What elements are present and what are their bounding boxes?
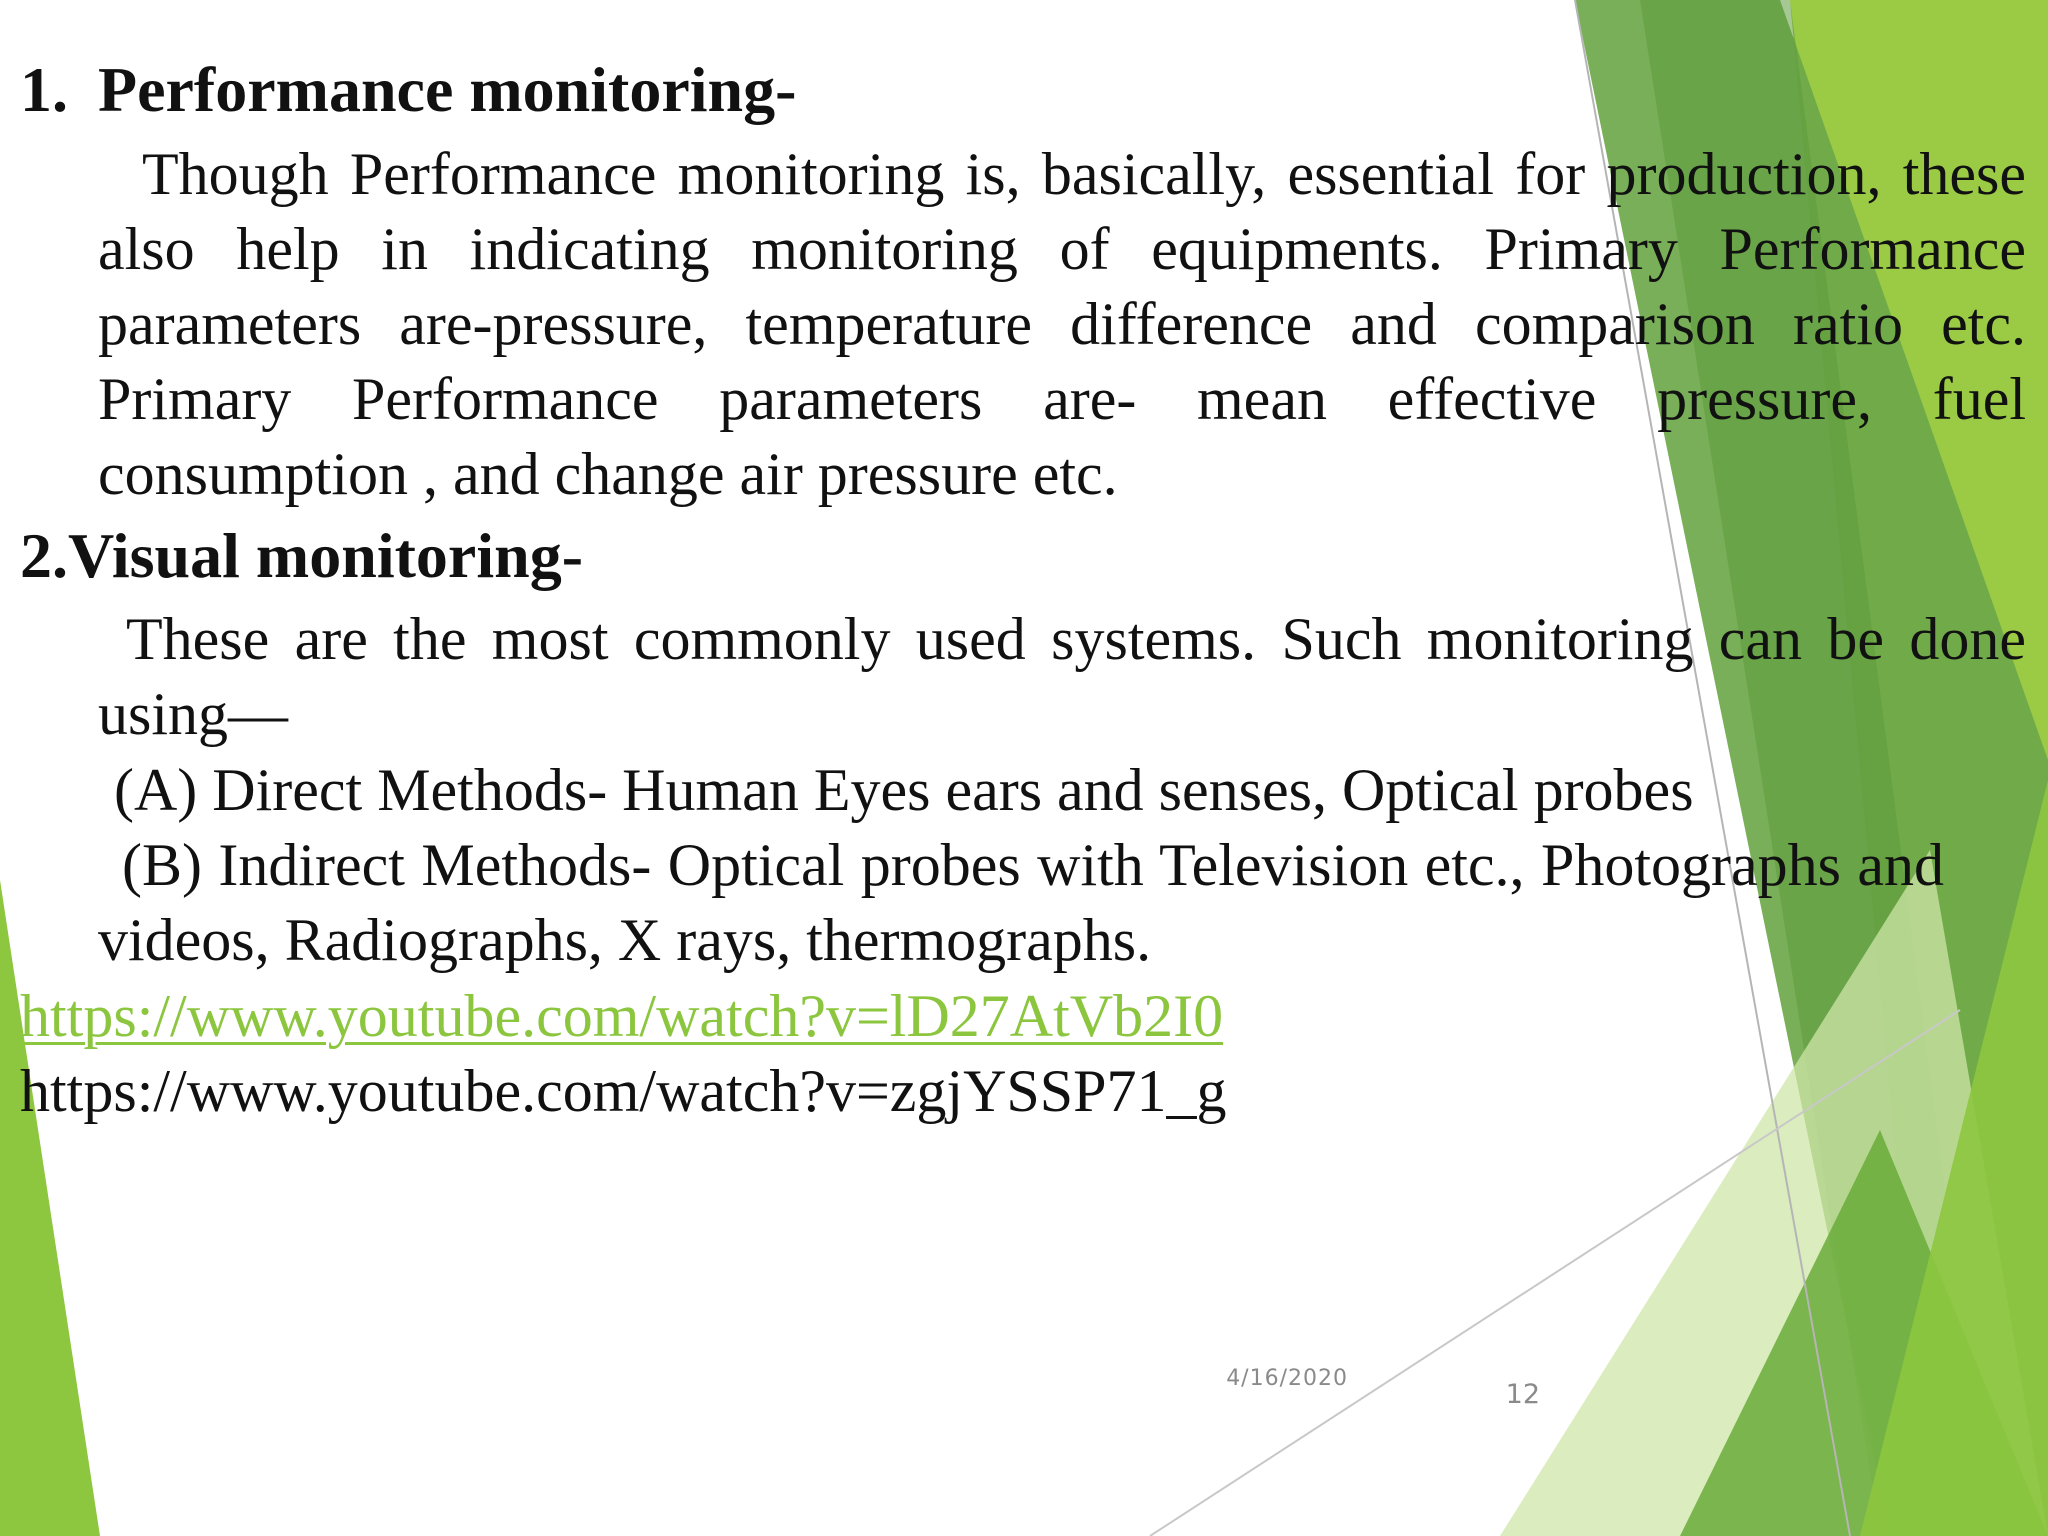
section1-number: 1. [20, 54, 68, 125]
section1-body: Though Performance monitoring is, basically, essential for production, these also help in indicating monitoring of equipments. Primary Performance parameters are-pressure, temperature difference and comparison ratio etc. Primary Performance parameters are- mean effective pressure, fuel consumption , and change air pressure etc. [98, 141, 2026, 507]
method-a-text: (A) Direct Methods- Human Eyes ears and senses, Optical probes [114, 757, 1694, 823]
youtube-link-1[interactable]: https://www.youtube.com/watch?v=lD27AtVb2I0 [20, 983, 1224, 1049]
section2-heading: 2.Visual monitoring- [20, 520, 583, 591]
slide-number: 12 [1505, 1379, 1540, 1410]
method-b-text: (B) Indirect Methods- Optical probes with Television etc., Photographs and videos, Radiographs, X rays, thermographs. [98, 832, 1944, 973]
section1-heading [20, 52, 796, 128]
section2-intro: These are the most commonly used systems. Such monitoring can be done using— [98, 606, 2026, 747]
footer-date: 4/16/2020 [1226, 1366, 1348, 1391]
section1-title: Performance monitoring- [98, 54, 797, 125]
youtube-url-2: https://www.youtube.com/watch?v=zgjYSSP71_g [20, 1058, 1227, 1124]
